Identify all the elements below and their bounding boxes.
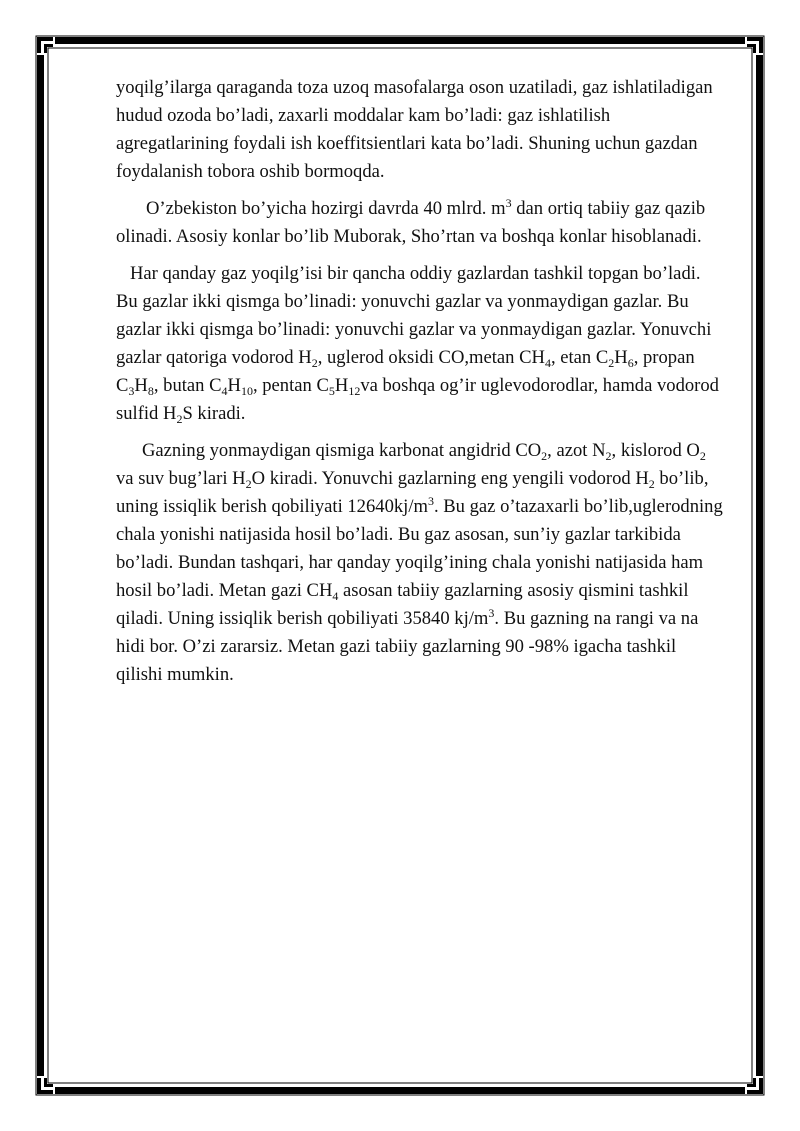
subscript: 2 [311,356,318,370]
text-run: , azot N [547,440,606,461]
text-run: va suv bug’lari H [116,468,246,489]
text-run: , uglerod oksidi CO,metan CH [317,347,545,368]
text-run: Gazning yonmaydigan qismiga karbonat angidrid CO [142,440,542,461]
text-run: , kislorod O [611,440,700,461]
subscript: 4 [221,384,228,398]
text-run: asosan tabiiy gazlarning asosiy qismini tashkil qiladi. Uning issiqlik berish qobiliyati 35840 kj/m [116,580,689,629]
text-run: . Bu gazning na rangi va na hidi bor. O’zi zararsiz. Metan gazi tabiiy gazlarning 90 -98% igacha tashkil qilishi mumkin. [116,608,699,685]
text-run: S kiradi. [182,403,246,424]
text-run: Har qanday gaz yoqilg’isi bir qancha oddiy gazlardan tashkil topgan bo’ladi. Bu gazlar ikki qismga bo’linadi: yonuvchi gazlar va yonmaydigan gazlar. Bu gazlar ikki qismga bo’linadi: yonuvchi gazlar va yonmaydigan gazlar. Yonuvchi gazlar qatoriga vodorod H [116,263,712,368]
paragraph-4 [116,437,726,689]
subscript: 4 [544,356,551,370]
subscript: 2 [245,477,252,491]
border-left-bar [37,55,44,1076]
subscript: 2 [648,477,655,491]
text-run: , etan C [550,347,609,368]
text-run: bo’lib, uning issiqlik berish qobiliyati 12640kj/m [116,468,709,517]
text-run: , pentan C [252,375,329,396]
text-run: O’zbekiston bo’yicha hozirgi davrda 40 mlrd. m [146,198,506,219]
paragraph-1 [116,74,726,186]
subscript: 2 [605,449,612,463]
paragraph-2 [116,195,726,251]
text-run: , butan C [153,375,222,396]
subscript: 12 [348,384,361,398]
superscript: 3 [488,606,495,620]
border-right-bar [756,55,763,1076]
subscript: 8 [147,384,154,398]
text-run: H [614,347,628,368]
border-corner-bottom-right [747,1078,763,1094]
document-body [116,74,726,698]
border-top-bar [55,37,745,44]
text-run: va boshqa og’ir uglevodorodlar, hamda vodorod sulfid H [116,375,719,424]
subscript: 2 [699,449,706,463]
text-run: yoqilg’ilarga qaraganda toza uzoq masofalarga oson uzatiladi, gaz ishlatiladigan hudud ozoda bo’ladi, zaxarli moddalar kam bo’ladi: gaz ishlatilish agregatlarining foydali ish koeffitsientlari kata bo’ladi. Shuning uchun gazdan foydalanish tobora oshib bormoqda. [116,77,713,182]
text-run: O kiradi. Yonuvchi gazlarning eng yengili vodorod H [251,468,649,489]
subscript: 2 [608,356,615,370]
superscript: 3 [505,196,512,210]
text-run: , propan C [116,347,695,396]
superscript: 3 [427,494,434,508]
text-run: H [334,375,349,396]
subscript: 10 [240,384,253,398]
paragraph-3 [116,260,726,428]
text-run: H [134,375,148,396]
text-run: dan ortiq tabiiy gaz qazib olinadi. Asosiy konlar bo’lib Muborak, Sho’rtan va boshqa konlar hisoblanadi. [116,198,706,247]
border-bottom-bar [55,1087,745,1094]
subscript: 6 [627,356,634,370]
border-corner-top-left [37,37,53,53]
subscript: 2 [541,449,548,463]
border-corner-top-right [747,37,763,53]
text-run: H [227,375,241,396]
subscript: 5 [328,384,335,398]
subscript: 4 [332,589,339,603]
text-run: . Bu gaz o’tazaxarli bo’lib,uglerodning chala yonishi natijasida hosil bo’ladi. Bu gaz asosan, sun’iy gazlar tarkibida bo’ladi. Bundan tashqari, har qanday yoqilg’ining chala yonishi natijasida ham hosil bo’ladi. Metan gazi CH [116,496,723,601]
border-corner-bottom-left [37,1078,53,1094]
subscript: 2 [176,412,183,426]
subscript: 3 [128,384,135,398]
